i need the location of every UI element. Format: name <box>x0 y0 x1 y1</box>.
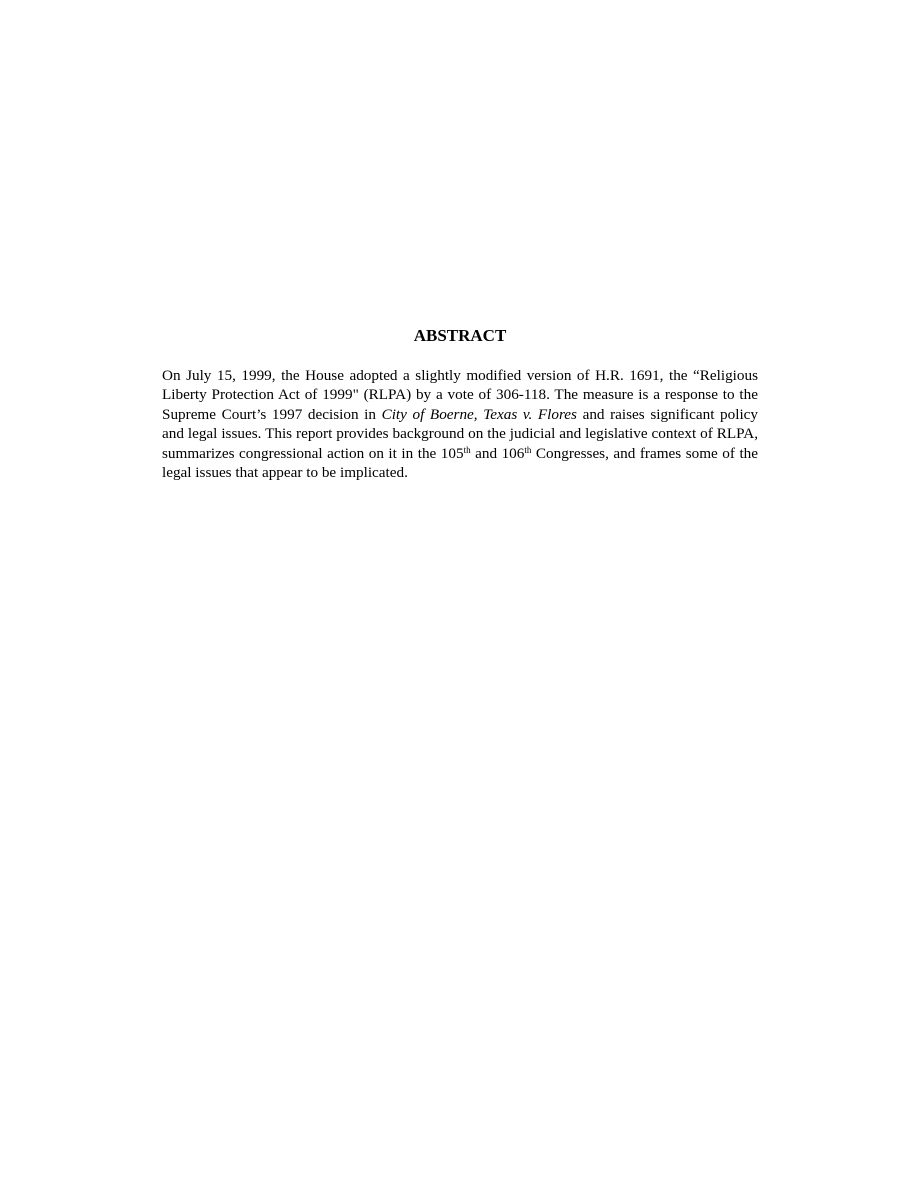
ordinal-suffix-105: th <box>463 444 471 455</box>
abstract-heading: ABSTRACT <box>413 326 507 345</box>
abstract-paragraph <box>162 366 758 482</box>
case-name: City of Boerne, Texas v. Flores <box>381 405 577 423</box>
abstract-text-1: On July 15, 1999, the House adopted a slightly modified version of H.R. 1691, the “Religious Liberty Protection Act of 1999" (RLPA) by a vote of 306-118. The measure is a response to the Supreme Court’s 1997 decision in <box>162 367 758 423</box>
abstract-text-2: and raises significant policy and legal issues. This report provides background on the judicial and legislative context of RLPA, summarizes congressional action on it in the 105 <box>162 405 758 462</box>
abstract-text-4: Congresses, and frames some of the legal issues that appear to be implicated. <box>162 444 759 482</box>
abstract-text-3: and 106 <box>470 444 525 462</box>
ordinal-suffix-106: th <box>524 444 532 455</box>
